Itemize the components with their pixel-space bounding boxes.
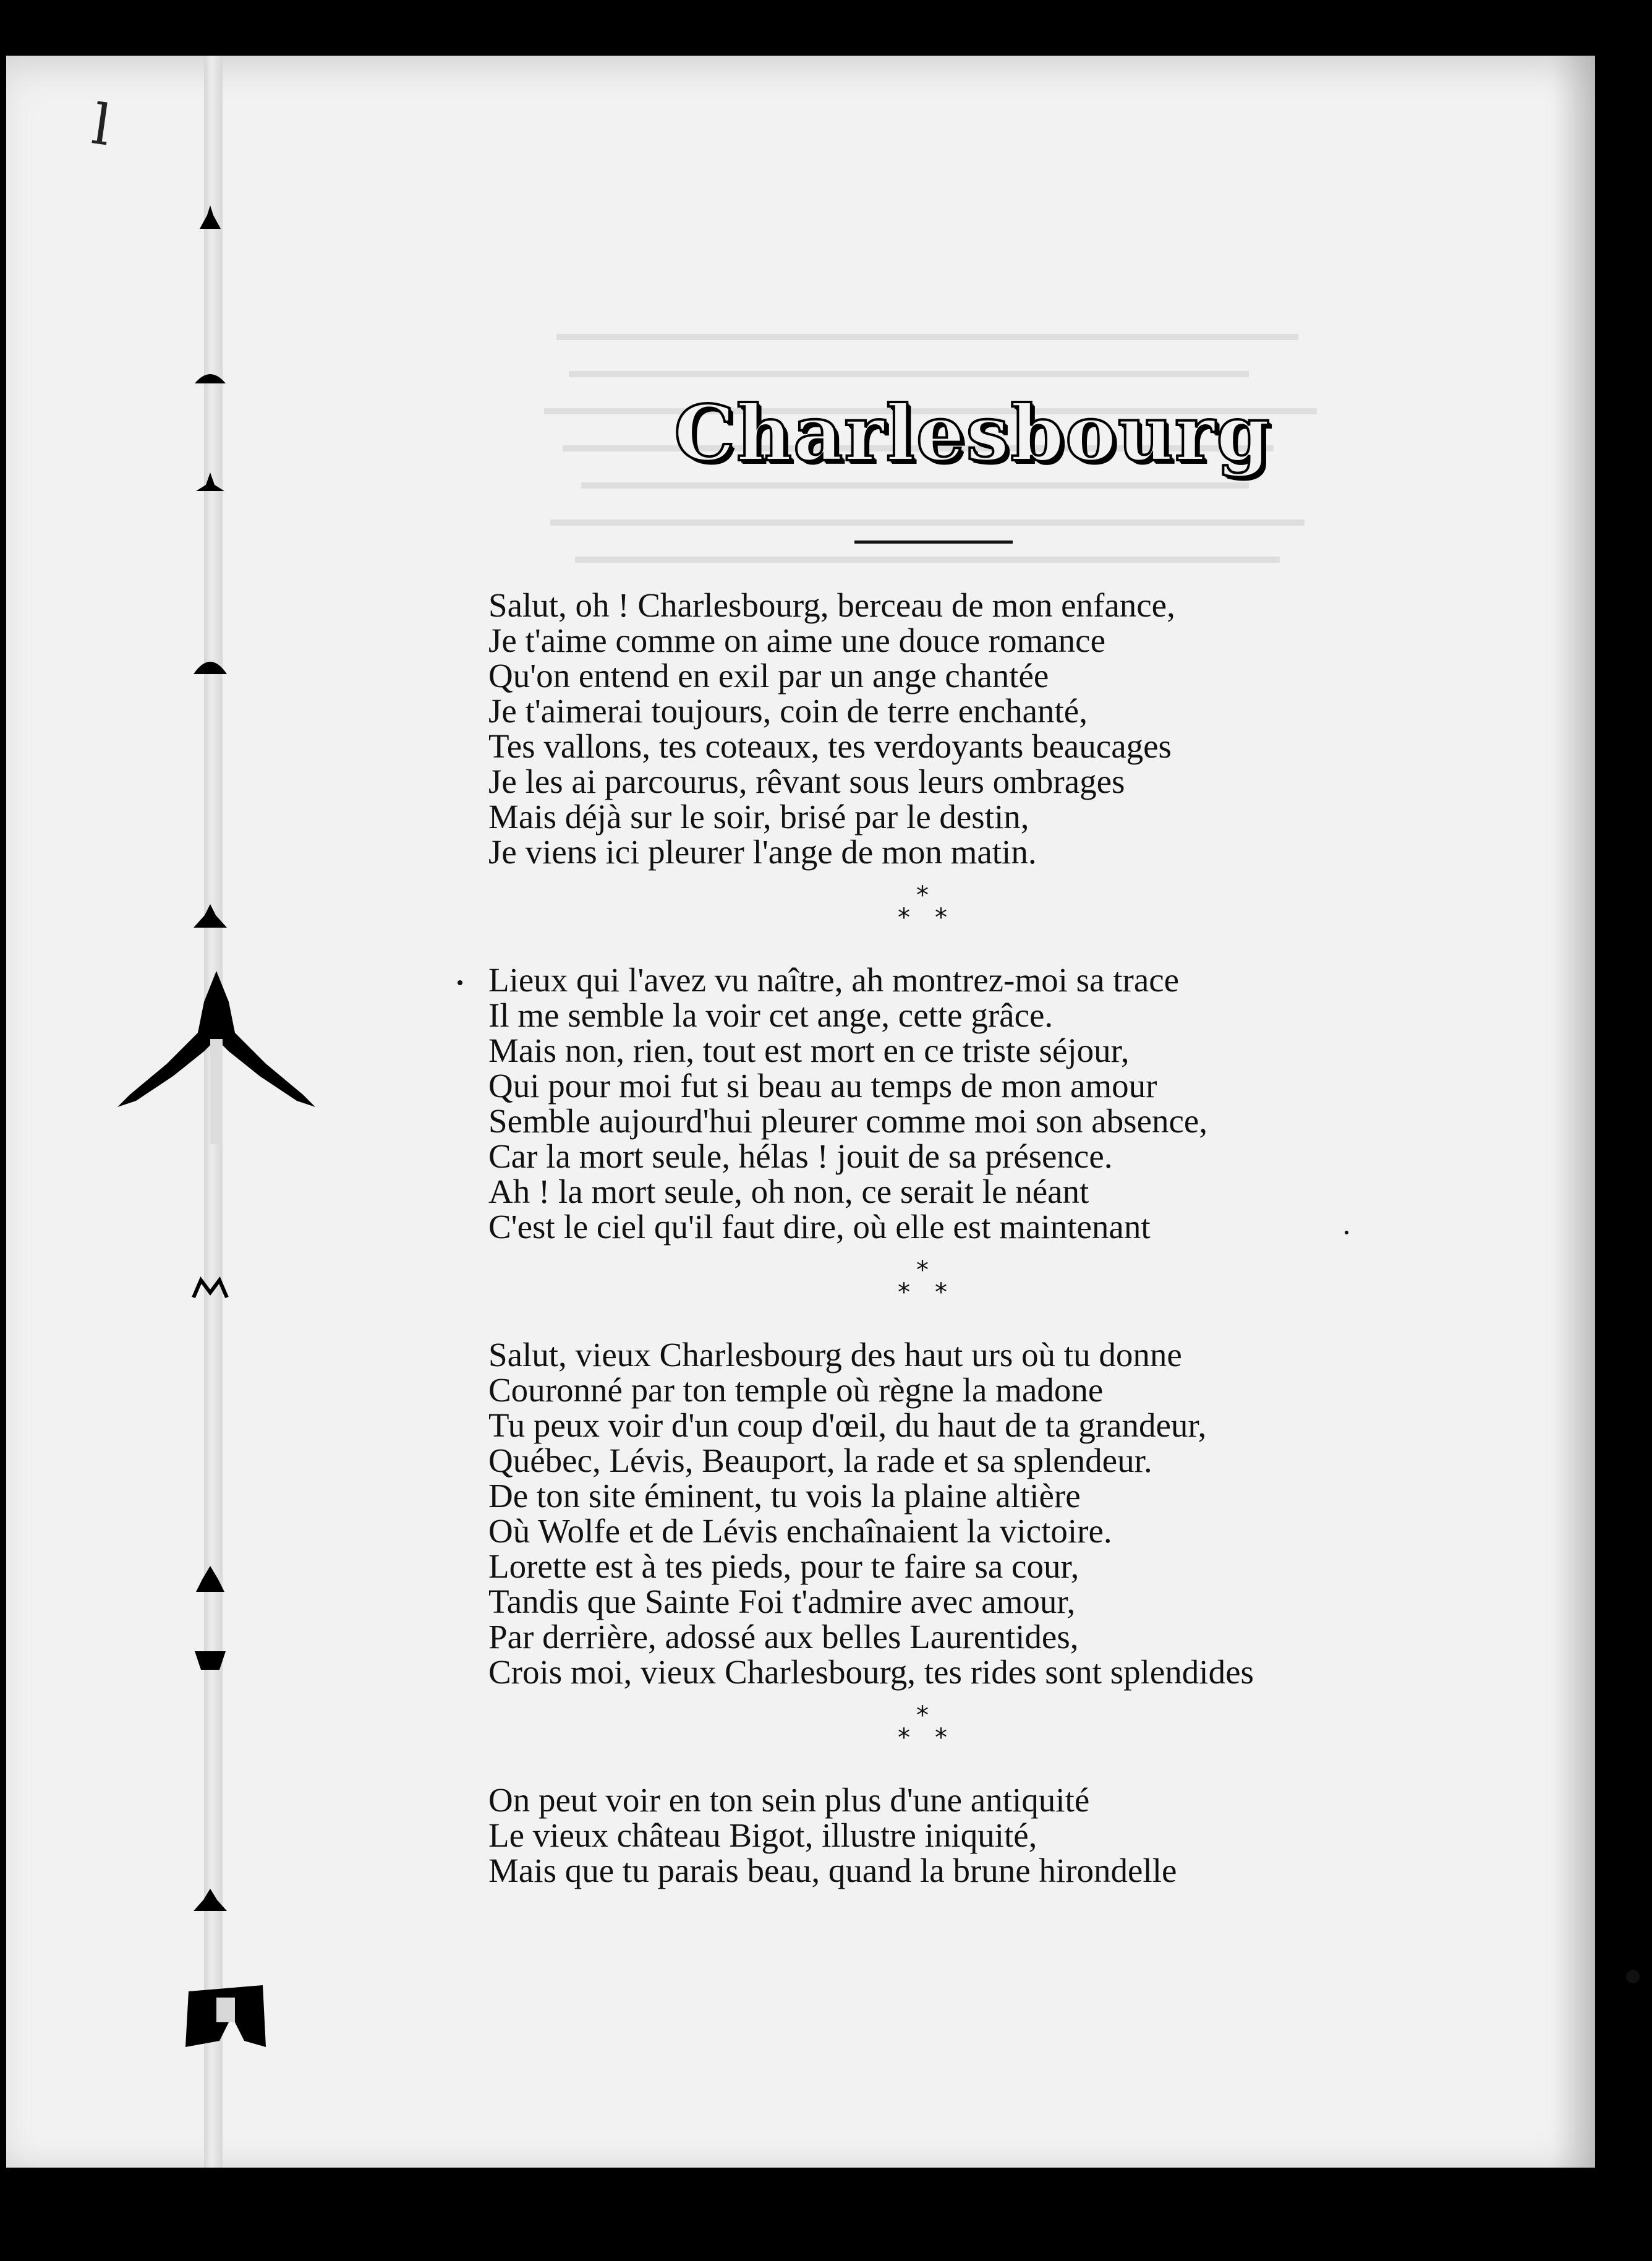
stitch-mark [189,1645,232,1673]
verse-line: C'est le ciel qu'il faut dire, où elle est maintenant [488,1208,1151,1246]
stanza-3 [488,1337,1379,1690]
verse-line: Semble aujourd'hui pleurer comme moi son absence, [488,1102,1208,1140]
star-icon: * [935,1724,947,1752]
verse-line: Lorette est à tes pieds, pour te faire sa cour, [488,1547,1079,1585]
verse-line: Je les ai parcourus, rêvant sous leurs ombrages [488,763,1125,800]
verse-line: Par derrière, adossé aux belles Laurentides, [488,1618,1079,1656]
binding-ornament [111,965,321,1150]
verse-line: Crois moi, vieux Charlesbourg, tes rides sont splendides [488,1653,1254,1691]
star-icon: * [935,904,947,932]
sheet-shadow-edge [1552,56,1595,2168]
verse-line: Couronné par ton temple où règne la madone [488,1371,1104,1409]
stitch-mark [189,1274,232,1302]
verse-line: Où Wolfe et de Lévis enchaînaient la victoire. [488,1512,1112,1550]
verse-line: Québec, Lévis, Beauport, la rade et sa splendeur. [488,1442,1152,1479]
stitch-mark [189,903,232,931]
stitch-mark [189,204,232,233]
stitch-mark [189,470,232,498]
star-icon: * [898,1278,910,1307]
verse-line: Qu'on entend en exil par un ange chantée [488,657,1049,695]
verse-line: Mais déjà sur le soir, brisé par le destin, [488,798,1029,836]
speck [458,980,462,985]
stanza-4 [488,1782,1379,1888]
verse-line: Qui pour moi fut si beau au temps de mon amour [488,1067,1157,1105]
poem-title: Charlesbourg [674,389,1271,479]
star-icon: * [916,881,929,910]
margin-note: l [88,92,115,159]
stitch-mark [189,649,232,678]
verse-line: Car la mort seule, hélas ! jouit de sa présence. [488,1137,1113,1175]
star-icon: * [935,1278,947,1307]
verse-line: Tes vallons, tes coteaux, tes verdoyants beaucages [488,727,1172,765]
star-icon: * [916,1701,929,1730]
stanza-1 [488,588,1379,870]
stanza-2 [488,962,1379,1244]
stitch-mark [189,1565,232,1593]
poem-body [488,588,1379,1888]
verse-line: Mais non, rien, tout est mort en ce triste séjour, [488,1032,1130,1069]
verse-line: Mais que tu parais beau, quand la brune hirondelle [488,1852,1177,1889]
verse-line: Salut, oh ! Charlesbourg, berceau de mon enfance, [488,586,1175,624]
verse-line: Tandis que Sainte Foi t'admire avec amour, [488,1583,1076,1620]
star-icon: * [898,1724,910,1752]
verse-line: Je viens ici pleurer l'ange de mon matin. [488,833,1037,871]
star-icon: * [916,1256,929,1284]
verse-line: Il me semble la voir cet ange, cette grâce. [488,996,1054,1034]
verse-line: Je t'aime comme on aime une douce romance [488,622,1105,659]
verse-line: Lieux qui l'avez vu naître, ah montrez-moi sa trace [488,961,1180,999]
verse-line: De ton site éminent, tu vois la plaine altière [488,1477,1081,1515]
verse-line: Ah ! la mort seule, oh non, ce serait le néant [488,1173,1089,1210]
title-rule [854,541,1013,544]
verse-line: Tu peux voir d'un coup d'œil, du haut de ta grandeur, [488,1406,1207,1444]
speck [1626,1970,1640,1983]
verse-line: On peut voir en ton sein plus d'une antiquité [488,1781,1090,1819]
asterism-separator [488,870,1379,962]
verse-line: Je t'aimerai toujours, coin de terre enchanté, [488,692,1088,730]
asterism-separator [488,1690,1379,1782]
speck [1345,1231,1348,1234]
binding-clip [182,1979,269,2053]
stitch-mark [189,365,232,393]
stitch-mark [189,1886,232,1915]
asterism-separator [488,1244,1379,1337]
verse-line: Le vieux château Bigot, illustre iniquité, [488,1816,1037,1854]
star-icon: * [898,904,910,932]
verse-line: Salut, vieux Charlesbourg des haut urs où tu donne [488,1336,1182,1374]
